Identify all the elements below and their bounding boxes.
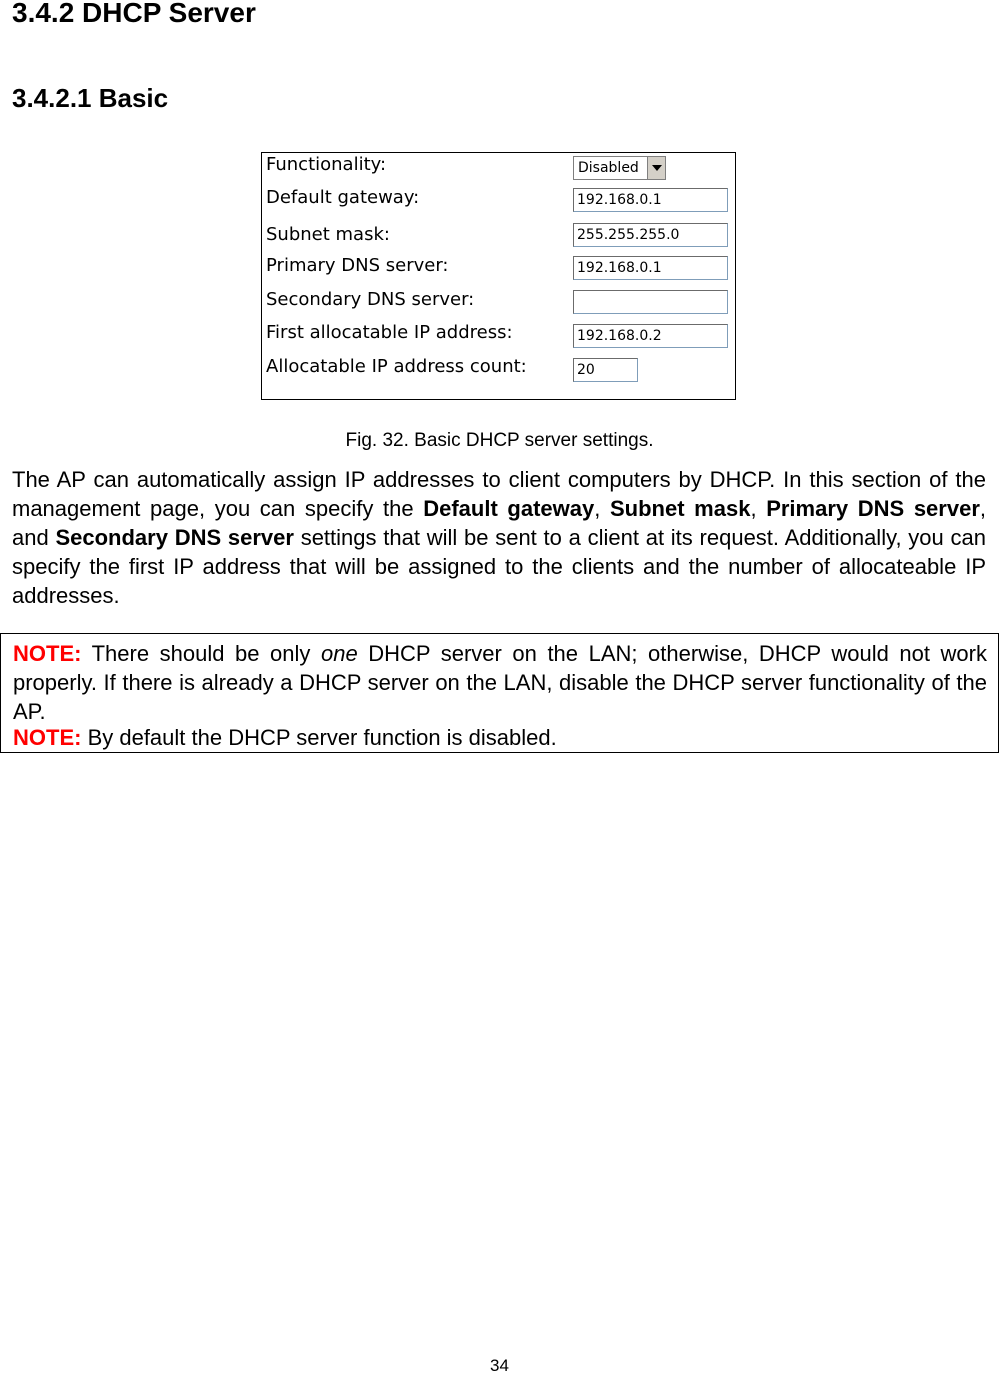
default-gateway-label: Default gateway: <box>266 187 420 208</box>
figure-caption: Fig. 32. Basic DHCP server settings. <box>345 430 654 451</box>
secondary-dns-input[interactable] <box>573 290 728 314</box>
term-default-gateway: Default gateway <box>423 496 595 521</box>
note-one-text-b: DHCP server on the LAN; otherwise, DHCP would not work properly. If there is already a DHCP server on the LAN, disable the DHCP server functionality of the AP. <box>13 641 987 724</box>
body-text-rest: settings that will be sent to a client at its request. Additionally, you can specify the first IP address that will be assigned to the clients and the number of allocateable IP addresses. <box>12 525 986 608</box>
chevron-down-icon[interactable] <box>647 157 665 179</box>
note-one-tag: NOTE: <box>13 641 82 666</box>
term-primary-dns: Primary DNS server <box>766 496 980 521</box>
primary-dns-label: Primary DNS server: <box>266 255 449 276</box>
note-one-text-a: There should be only <box>81 641 321 666</box>
body-separator-2: , <box>750 496 767 521</box>
note-one-emphasis: one <box>320 641 358 666</box>
term-secondary-dns: Secondary DNS server <box>55 525 294 550</box>
note-box <box>0 633 999 753</box>
ip-count-label: Allocatable IP address count: <box>266 356 527 377</box>
functionality-select[interactable] <box>573 156 666 180</box>
body-separator-1: , <box>594 496 610 521</box>
page-number: 34 <box>490 1356 509 1375</box>
note-two-tag: NOTE: <box>13 725 82 750</box>
subsection-heading: 3.4.2.1 Basic <box>12 83 169 113</box>
note-two <box>13 723 987 752</box>
subnet-mask-label: Subnet mask: <box>266 224 390 245</box>
primary-dns-input[interactable]: 192.168.0.1 <box>573 256 728 280</box>
body-paragraph <box>12 465 986 610</box>
body-separator-3: , and <box>12 496 987 550</box>
ip-count-input[interactable]: 20 <box>573 358 638 382</box>
term-subnet-mask: Subnet mask <box>609 496 751 521</box>
subnet-mask-input[interactable]: 255.255.255.0 <box>573 223 728 247</box>
default-gateway-input[interactable]: 192.168.0.1 <box>573 188 728 212</box>
note-one <box>13 639 987 726</box>
section-heading: 3.4.2 DHCP Server <box>12 0 256 28</box>
first-ip-input[interactable]: 192.168.0.2 <box>573 324 728 348</box>
note-two-text: By default the DHCP server function is disabled. <box>81 725 557 750</box>
body-text-intro: The AP can automatically assign IP addresses to client computers by DHCP. In this section of the management page, you can specify the <box>12 467 986 521</box>
functionality-label: Functionality: <box>266 154 387 175</box>
first-ip-label: First allocatable IP address: <box>266 322 513 343</box>
functionality-select-value: Disabled <box>578 160 639 176</box>
dhcp-settings-figure <box>261 152 736 400</box>
secondary-dns-label: Secondary DNS server: <box>266 289 475 310</box>
